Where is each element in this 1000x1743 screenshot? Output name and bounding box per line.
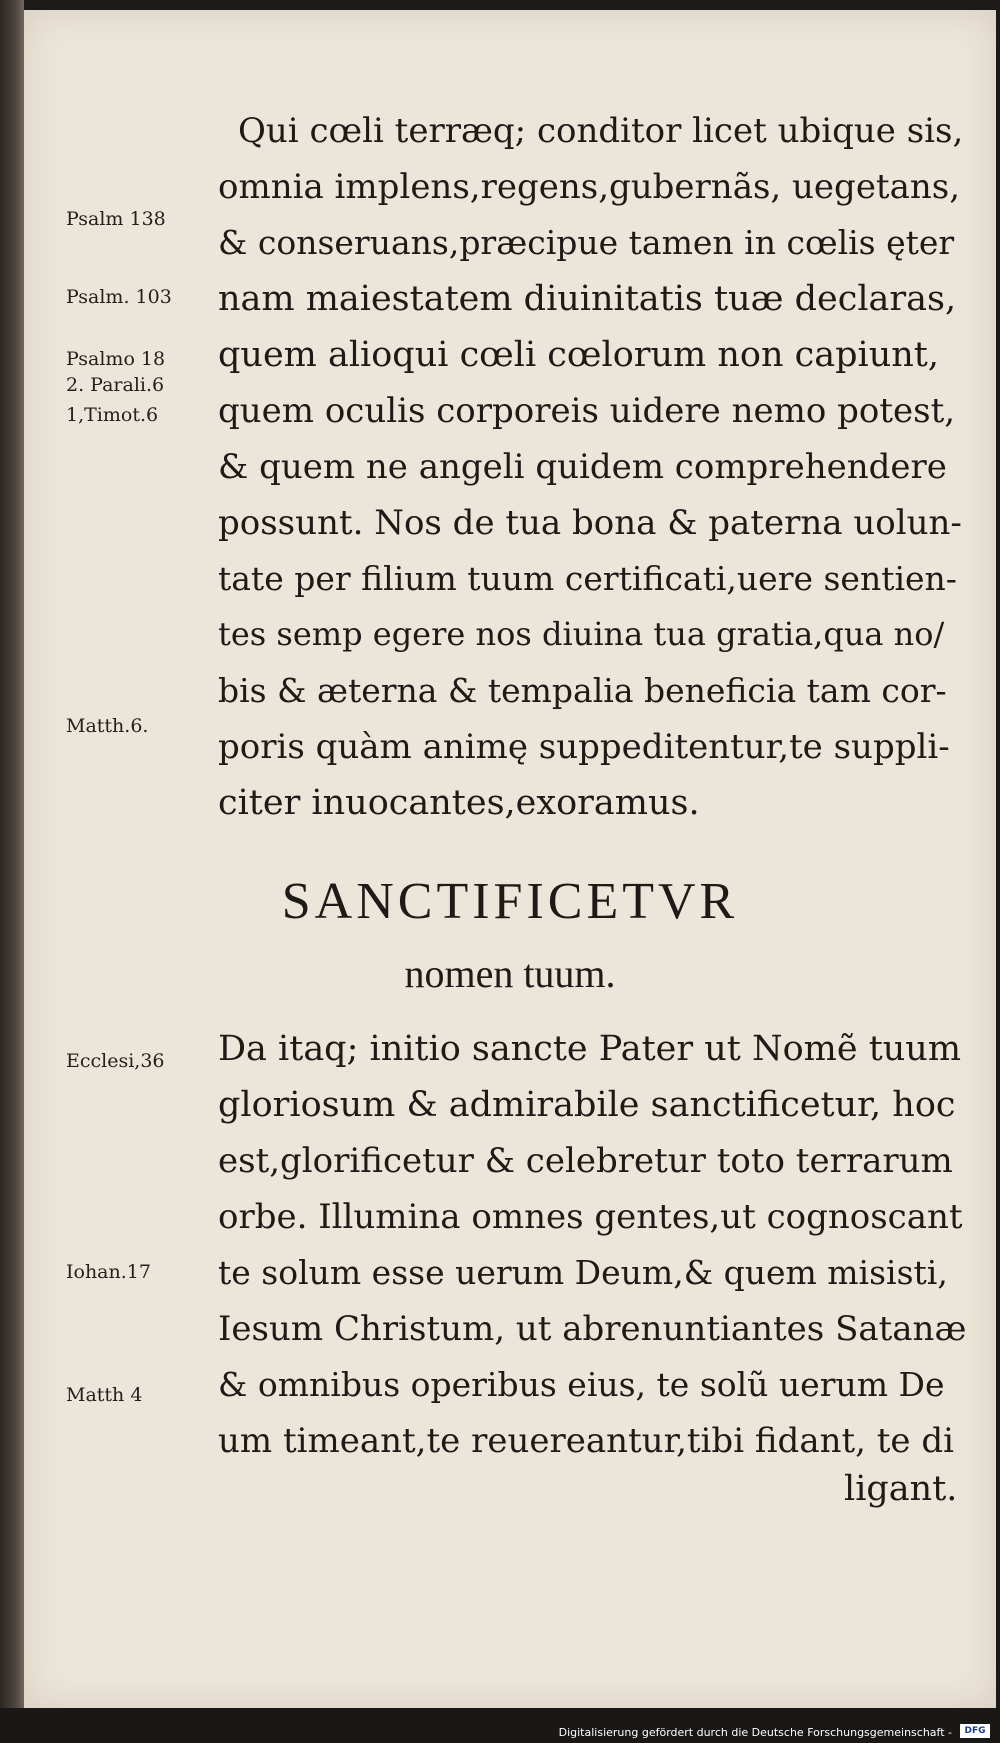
text-line: poris quàm animę suppeditentur,te suppli- (218, 727, 950, 767)
text-line: te solum esse uerum Deum,& quem misisti, (218, 1253, 948, 1292)
margin-note-matth-6: Matth.6. (66, 715, 149, 737)
digitization-credit: Digitalisierung gefördert durch die Deutsche Forschungsgemeinschaft - (558, 1726, 952, 1739)
section-heading: SANCTIFICETVR (281, 873, 739, 930)
margin-note-psalm-138: Psalm 138 (66, 208, 166, 230)
margin-note-ecclesi-36: Ecclesi,36 (66, 1050, 165, 1072)
text-line: citer inuocantes,exoramus. (218, 783, 700, 823)
margin-note-timot-6: 1,Timot.6 (66, 404, 159, 426)
book-edge (0, 0, 24, 1743)
margin-note-iohan-17: Iohan.17 (66, 1261, 151, 1283)
book-page (24, 10, 996, 1708)
text-line: Qui cœli terræq; conditor licet ubique sis, (238, 111, 964, 151)
margin-note-parali-6: 2. Parali.6 (66, 374, 165, 396)
text-line: possunt. Nos de tua bona & paterna uolun- (218, 503, 962, 543)
text-line: orbe. Illumina omnes gentes,ut cognoscant (218, 1197, 963, 1237)
text-line: & conseruans,præcipue tamen in cœlis ęter (218, 223, 955, 262)
text-line: & quem ne angeli quidem comprehendere (218, 447, 947, 487)
text-line: tes semp egere nos diuina tua gratia,qua no/ (218, 615, 945, 653)
text-line: omnia implens,regens,gubernãs, uegetans, (218, 167, 961, 207)
dfg-logo: DFG (960, 1724, 990, 1738)
text-line: um timeant,te reuereantur,tibi fidant, te di (218, 1421, 954, 1461)
text-line: quem oculis corporeis uidere nemo potest, (218, 391, 956, 431)
text-line: & omnibus operibus eius, te solũ uerum De (218, 1365, 945, 1404)
text-line: nam maiestatem diuinitatis tuæ declaras, (218, 279, 957, 319)
text-line: gloriosum & admirabile sanctificetur, hoc (218, 1085, 956, 1125)
text-line: Iesum Christum, ut abrenuntiantes Satanæ (218, 1309, 967, 1349)
margin-note-matth-4: Matth 4 (66, 1384, 143, 1406)
text-line: tate per filium tuum certificati,uere sentien- (218, 559, 957, 598)
margin-note-psalmo-18: Psalmo 18 (66, 348, 166, 370)
text-line: Da itaq; initio sancte Pater ut Nomẽ tuum (218, 1029, 962, 1069)
text-line: quem alioqui cœli cœlorum non capiunt, (218, 335, 939, 375)
section-subheading: nomen tuum. (404, 951, 616, 996)
text-line: est,glorificetur & celebretur toto terrarum (218, 1141, 953, 1181)
margin-note-psalm-103: Psalm. 103 (66, 286, 172, 308)
text-line: ligant. (844, 1469, 958, 1509)
text-line: bis & æterna & tempalia beneficia tam cor- (218, 671, 947, 710)
